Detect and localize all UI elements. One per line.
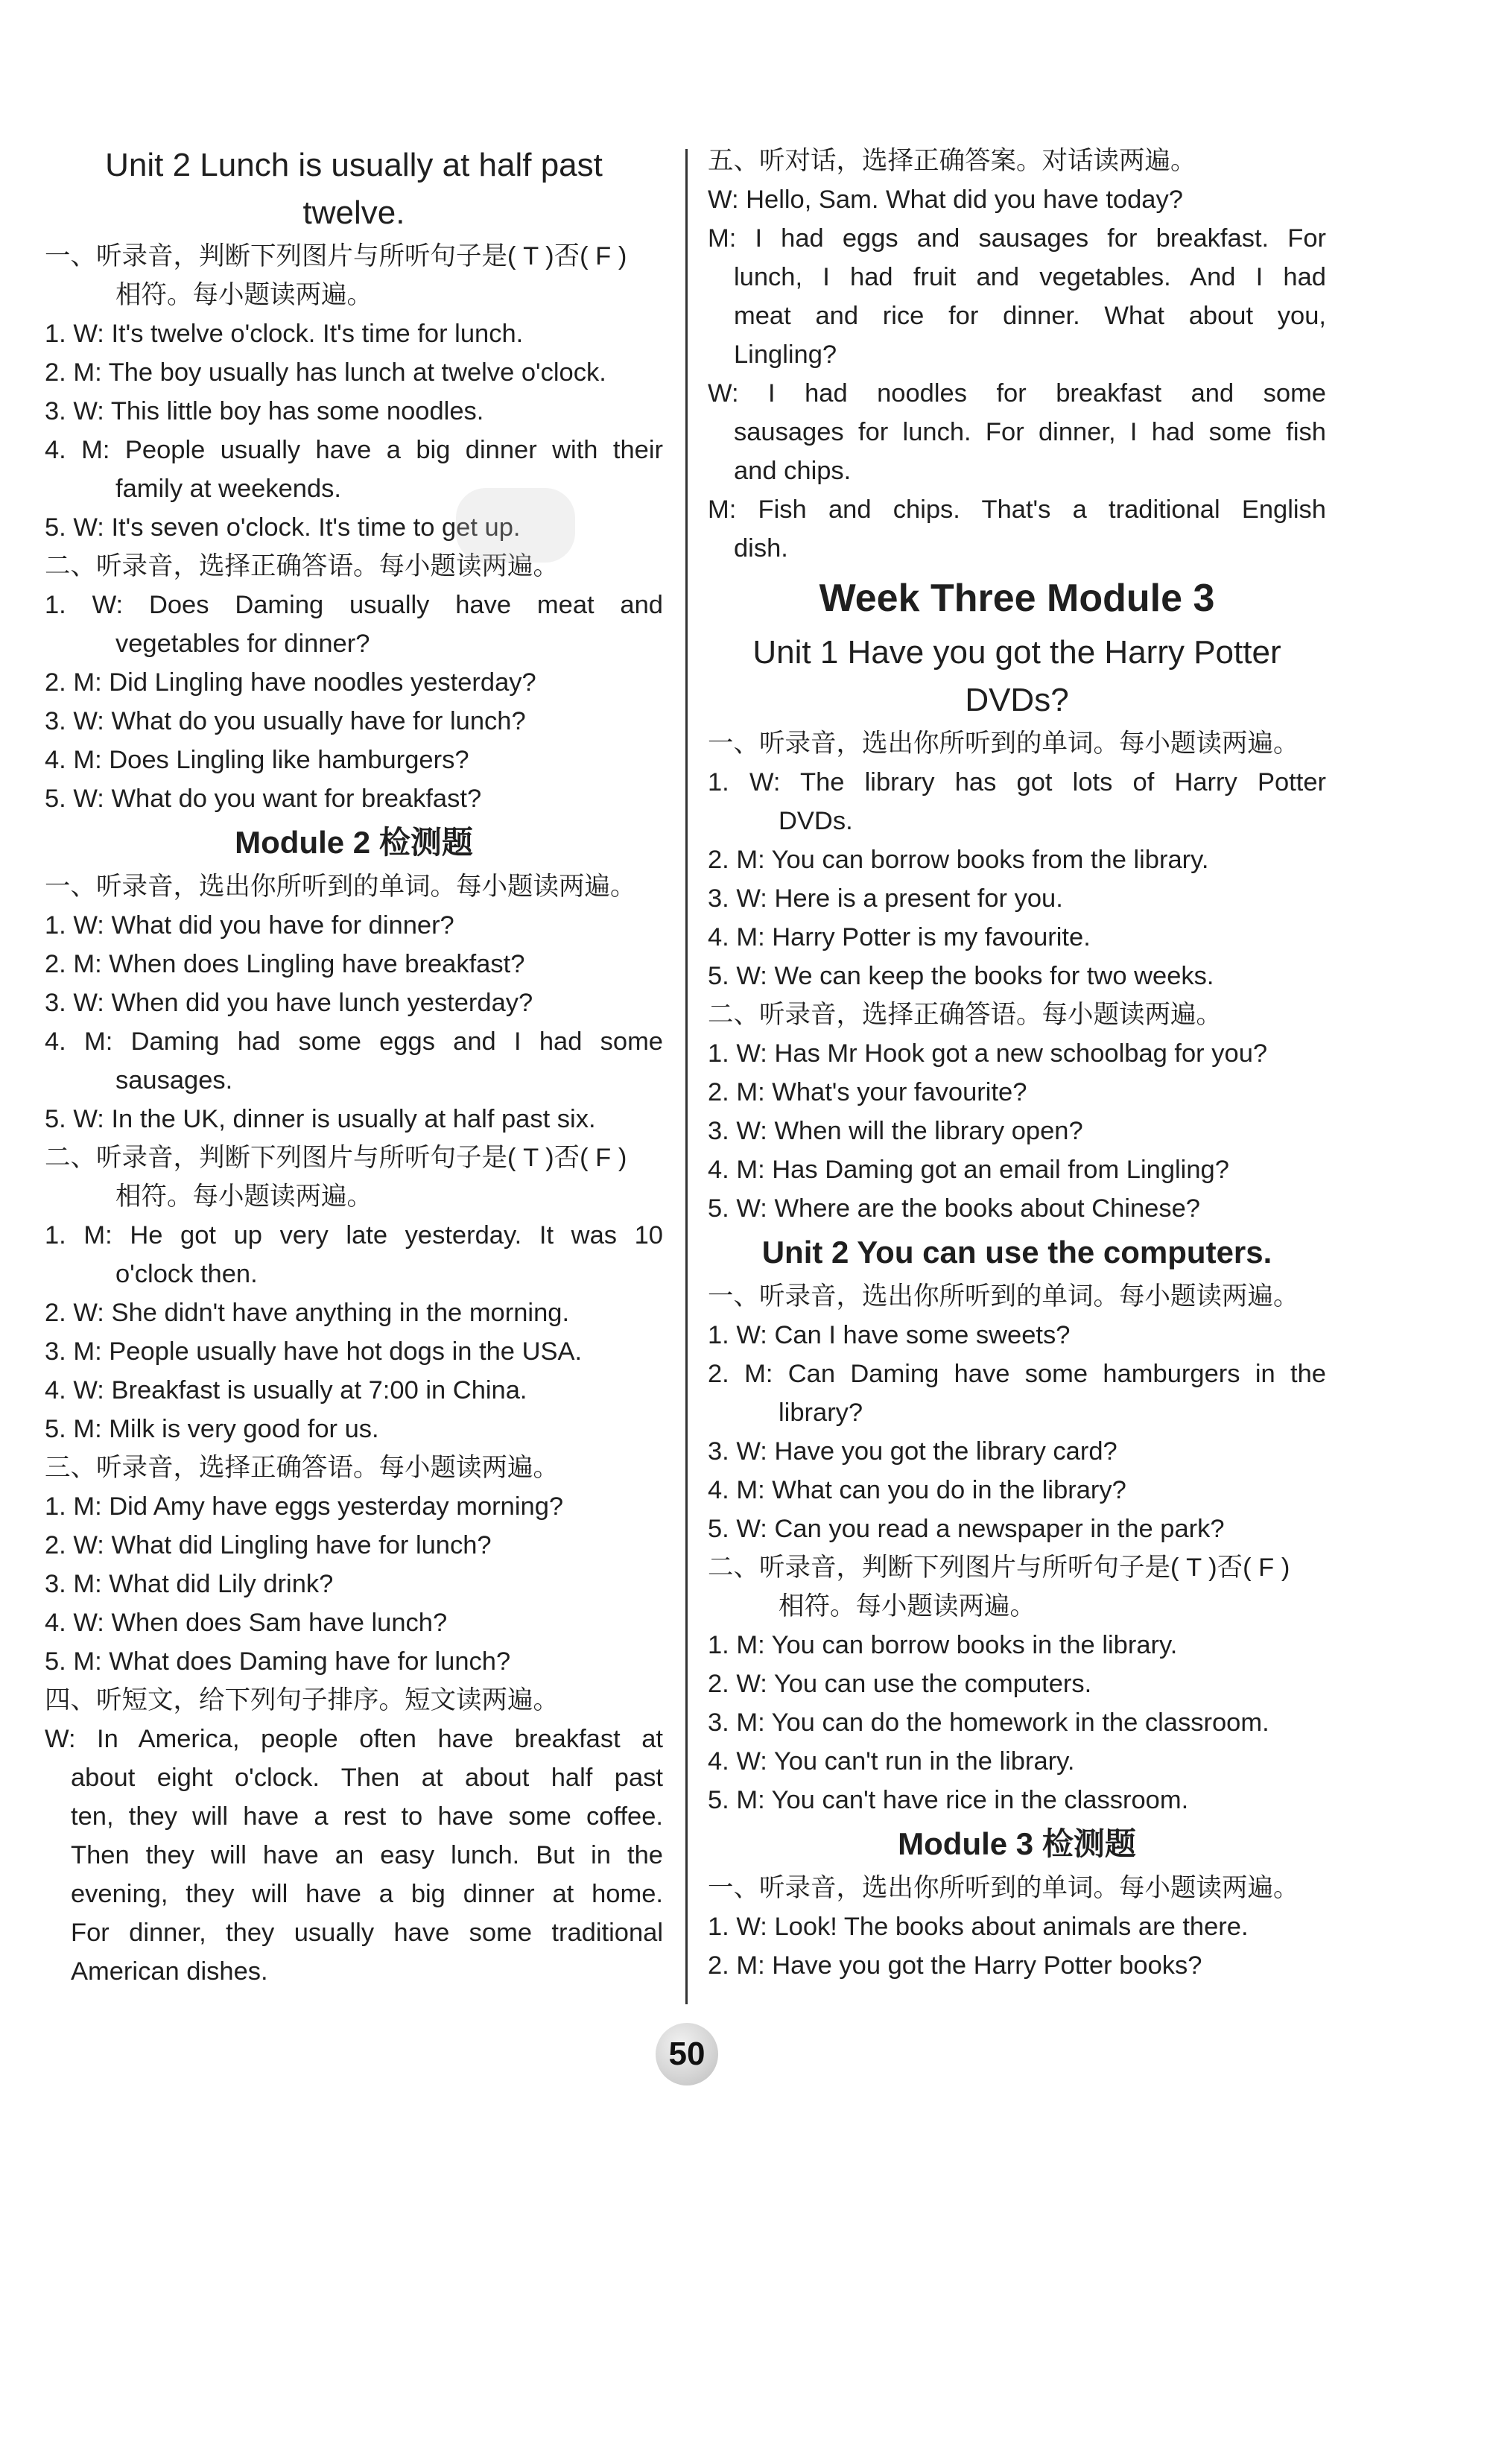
text-line: 4. W: When does Sam have lunch? [45,1609,448,1637]
text-line: 4. M: Harry Potter is my favourite. [708,923,1091,951]
text-line: W: Hello, Sam. What did you have today? [708,186,1183,214]
text-line: 2. M: The boy usually has lunch at twelve o'clock. [45,358,606,387]
text-line: 5. W: It's seven o'clock. It's time to get up. [45,513,521,542]
text-line: M: I had eggs and sausages for breakfast. For [708,224,1326,253]
text-line: 5. W: In the UK, dinner is usually at half past six. [45,1105,596,1133]
text-line: 1. M: He got up very late yesterday. It was 10 [45,1221,663,1250]
text-line: 二、听录音，判断下列图片与所听句子是( T )否( F ) [708,1554,1290,1582]
text-line-continued: and chips. [734,457,852,485]
module-heading: Module 3 检测题 [898,1826,1136,1861]
text-line: 二、听录音，判断下列图片与所听句子是( T )否( F ) [45,1144,627,1172]
text-line: 3. W: When did you have lunch yesterday? [45,989,533,1017]
text-line: 3. W: Here is a present for you. [708,884,1063,913]
text-line: 5. W: We can keep the books for two weeks. [708,962,1214,990]
text-line: 一、听录音，选出你所听到的单词。每小题读两遍。 [708,1874,1299,1902]
text-line: 2. M: Have you got the Harry Potter books? [708,1951,1202,1980]
text-line-continued: about eight o'clock. Then at about half past [71,1764,663,1792]
text-line: 2. M: You can borrow books from the library. [708,846,1209,874]
text-line: 2. W: You can use the computers. [708,1670,1092,1698]
module-heading: Module 2 检测题 [235,825,473,860]
section-title: Unit 1 Have you got the Harry Potter [752,634,1281,671]
text-line-continued: lunch, I had fruit and vegetables. And I had [734,263,1326,291]
text-line: 1. W: Has Mr Hook got a new schoolbag for you? [708,1039,1268,1068]
text-line: 一、听录音，判断下列图片与所听句子是( T )否( F ) [45,242,627,270]
text-line-continued: Lingling? [734,341,837,369]
text-line-continued: For dinner, they usually have some traditional [71,1919,663,1947]
watermark-stamp [456,488,575,563]
page-number: 50 [656,2023,718,2085]
text-line: 1. W: Look! The books about animals are there. [708,1913,1249,1941]
text-line-continued: 相符。每小题读两遍。 [115,281,372,309]
text-line: 3. M: People usually have hot dogs in the USA. [45,1337,583,1366]
text-line: 1. W: Can I have some sweets? [708,1321,1071,1349]
text-line-continued: o'clock then. [115,1260,258,1288]
text-line: 三、听录音，选择正确答语。每小题读两遍。 [45,1454,559,1482]
text-line: 2. W: What did Lingling have for lunch? [45,1531,492,1559]
text-line-continued: ten, they will have a rest to have some coffee. [71,1802,663,1831]
text-line: 一、听录音，选出你所听到的单词。每小题读两遍。 [708,1282,1299,1311]
text-line: 五、听对话，选择正确答案。对话读两遍。 [708,147,1196,175]
text-line: 5. M: What does Daming have for lunch? [45,1647,511,1676]
week-heading: Week Three Module 3 [819,577,1215,620]
text-line: 1. W: The library has got lots of Harry Potter [708,768,1326,796]
text-line: 4. M: What can you do in the library? [708,1476,1126,1504]
text-line: 2. M: Can Daming have some hamburgers in the [708,1360,1326,1388]
text-line: 4. M: Does Lingling like hamburgers? [45,746,469,774]
text-line: 一、听录音，选出你所听到的单词。每小题读两遍。 [45,872,636,901]
text-line-continued: vegetables for dinner? [115,630,370,658]
section-title: DVDs? [965,682,1069,718]
text-line: 3. W: What do you usually have for lunch? [45,707,526,735]
text-line-continued: family at weekends. [115,475,341,503]
text-line: 5. W: Can you read a newspaper in the park? [708,1515,1225,1543]
text-line: M: Fish and chips. That's a traditional English [708,495,1326,524]
text-line-continued: 相符。每小题读两遍。 [115,1182,372,1211]
text-line: W: I had noodles for breakfast and some [708,379,1326,408]
text-line: 1. W: It's twelve o'clock. It's time for lunch. [45,320,524,348]
text-line: 3. W: When will the library open? [708,1117,1083,1145]
text-line: 3. W: This little boy has some noodles. [45,397,484,425]
section-title: Unit 2 Lunch is usually at half past [105,147,603,183]
text-line: 一、听录音，选出你所听到的单词。每小题读两遍。 [708,729,1299,758]
text-line: 1. M: You can borrow books in the library. [708,1631,1178,1659]
text-line: 5. M: Milk is very good for us. [45,1415,379,1443]
text-line: 4. M: People usually have a big dinner with their [45,436,663,464]
text-line: 1. W: What did you have for dinner? [45,911,454,940]
text-line-continued: DVDs. [779,807,853,835]
text-line: 1. M: Did Amy have eggs yesterday morning? [45,1492,564,1521]
text-line: 二、听录音，选择正确答语。每小题读两遍。 [708,1001,1222,1029]
text-line: 3. M: You can do the homework in the classroom. [708,1708,1269,1737]
text-line: 2. M: When does Lingling have breakfast? [45,950,525,978]
module-heading: Unit 2 You can use the computers. [761,1235,1272,1270]
text-line: 5. W: What do you want for breakfast? [45,785,482,813]
text-line: 2. W: She didn't have anything in the morning. [45,1299,570,1327]
right-column [708,142,1326,1985]
column-divider [685,149,688,2004]
text-line: 4. W: Breakfast is usually at 7:00 in China. [45,1376,527,1404]
text-line: 5. M: You can't have rice in the classroom. [708,1786,1189,1814]
text-line-continued: dish. [734,534,788,563]
text-line: 二、听录音，选择正确答语。每小题读两遍。 [45,552,559,580]
text-line: 1. W: Does Daming usually have meat and [45,591,663,619]
text-line-continued: evening, they will have a big dinner at home. [71,1880,663,1908]
section-title: twelve. [302,194,405,231]
text-line-continued: Then they will have an easy lunch. But in the [71,1841,663,1869]
text-line-continued: meat and rice for dinner. What about you, [734,302,1326,330]
text-line-continued: library? [779,1399,863,1427]
text-line: 3. M: What did Lily drink? [45,1570,334,1598]
text-line: W: In America, people often have breakfast at [45,1725,663,1753]
text-line: 4. W: You can't run in the library. [708,1747,1075,1776]
text-line: 4. M: Daming had some eggs and I had some [45,1027,663,1056]
text-line: 2. M: Did Lingling have noodles yesterday? [45,668,536,697]
text-line: 3. W: Have you got the library card? [708,1437,1117,1466]
text-line-continued: American dishes. [71,1957,268,1986]
text-line-continued: sausages. [115,1066,233,1095]
text-line: 2. M: What's your favourite? [708,1078,1027,1106]
text-line-continued: 相符。每小题读两遍。 [779,1592,1036,1621]
text-line: 四、听短文，给下列句子排序。短文读两遍。 [45,1686,559,1714]
text-line: 5. W: Where are the books about Chinese? [708,1194,1200,1223]
text-line: 4. M: Has Daming got an email from Lingling? [708,1156,1229,1184]
text-line-continued: sausages for lunch. For dinner, I had some fish [734,418,1326,446]
left-column [45,142,663,1991]
